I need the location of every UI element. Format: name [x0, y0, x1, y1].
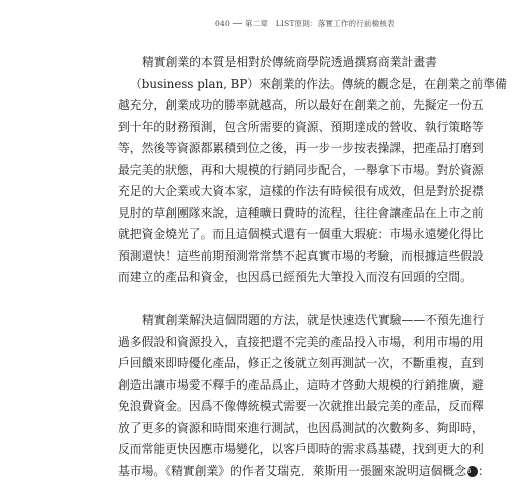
running-header — [215, 18, 435, 29]
text-line: 精實創業的本質是相對於傳統商學院透過撰寫商業計畫書 — [142, 55, 437, 69]
text-line: 免浪費資金。因爲不像傳統模式需要一次就推出最完美的產品，反而釋 — [118, 399, 484, 413]
text-line: 反而常能更快因應市場變化，以客戶即時的需求爲基礎，找到更大的利 — [118, 442, 484, 456]
text-line: 越充分，創業成功的勝率就越高，所以最好在創業之前，先擬定一份五 — [118, 98, 484, 112]
text-line: 最完美的狀態，再和大規模的行銷同步配合，一舉拿下市場。對於資源 — [118, 162, 484, 177]
text-line: （business plan, BP）來創業的作法。傳統的觀念是，在創業之前準備 — [130, 76, 507, 91]
text-line — [118, 461, 490, 483]
text-line: 等，然後等資源都累積到位之後，再一步一步按表操課，把產品打磨到 — [118, 141, 484, 155]
text-line: 預測還快！這些前期預測常常禁不起真實市場的考驗，而根據這些假設 — [118, 248, 484, 263]
text-line: 就把資金燒光了。而且這個模式還有一個重大瑕疵：市場永遠變化得比 — [118, 227, 484, 241]
text-line: 創造出讓市場愛不釋手的產品爲止，這時才啓動大規模的行銷推廣，避 — [118, 377, 484, 392]
chapter-heading: ── 第二章 LIST原則：落實工作的行前檢核表 — [232, 19, 395, 28]
text-line: 精實創業解決這個問題的方法，就是快速迭代實驗——不預先進行 — [142, 313, 485, 327]
text-line: 而建立的產品和資金，也因爲已經預先大筆投入而沒有回頭的空間。 — [118, 270, 472, 284]
text-line: 到十年的財務預測，包含所需要的資源、預期達成的營收、執行策略等 — [118, 119, 484, 134]
text-line: 充足的大企業或大資本家，這樣的作法有時候很有成效，但是對於捉襟 — [118, 184, 484, 198]
text-line: 放了更多的資源和時間來進行測試，也因爲測試的次數夠多、夠即時， — [118, 420, 484, 435]
body-text — [118, 52, 507, 482]
endnote-marker[interactable]: 6 — [467, 466, 478, 477]
paragraph-iteration-method — [118, 310, 490, 482]
page-number: 040 — [215, 19, 230, 28]
closing-punctuation: ： — [478, 463, 490, 478]
text-line-content: 基市場。《精實創業》的作者艾瑞克．萊斯用一張圖來說明這個概念 — [118, 463, 467, 478]
paragraph-lean-startup-essence — [118, 52, 507, 289]
text-line: 戶回饋來即時優化產品，修正之後就立刻再測試一次，不斷重複，直到 — [118, 356, 484, 370]
text-line: 過多假設和資源投入，直接把還不完美的產品投入市場，利用市場的用 — [118, 334, 484, 349]
text-line: 見肘的草創團隊來說，這種曠日費時的流程，往往會讓產品在上市之前 — [118, 205, 484, 220]
